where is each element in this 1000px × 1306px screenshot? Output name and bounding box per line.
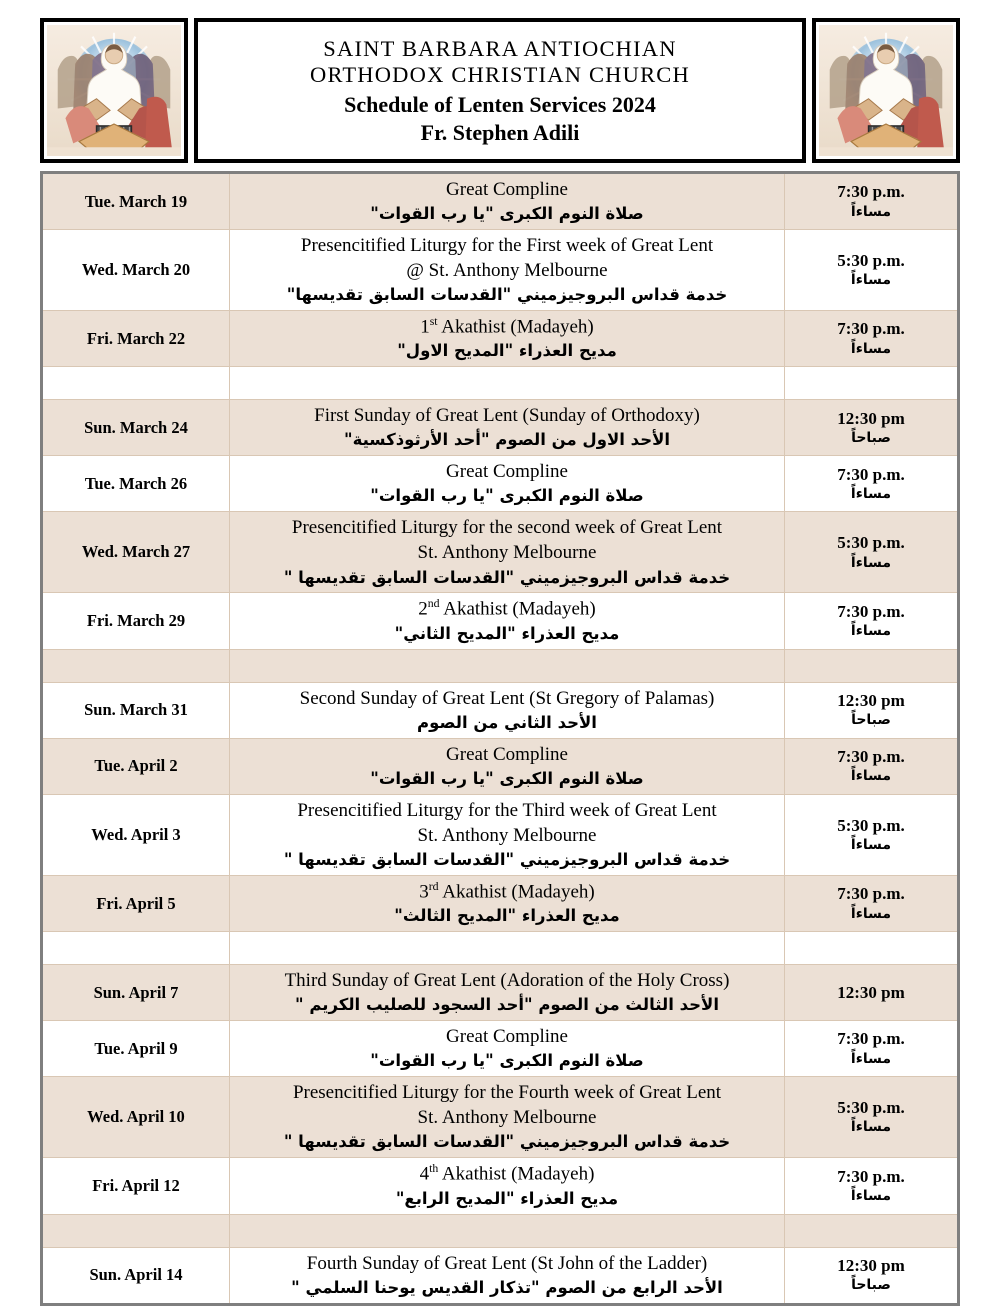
spacer-date-cell — [42, 1214, 230, 1247]
service-time-ar: مساءاً — [850, 905, 892, 922]
service-time-en: 12:30 pm — [837, 691, 905, 711]
service-title-en — [234, 1161, 780, 1186]
service-title-en: Presencitified Liturgy for the second week of Great Lent — [291, 517, 723, 539]
service-description — [230, 794, 785, 875]
document-header — [40, 18, 960, 163]
service-title-en: Presencitified Liturgy for the Fourth week of Great Lent — [292, 1082, 722, 1104]
service-time — [785, 311, 959, 367]
spacer-date-cell — [42, 932, 230, 965]
service-title-en: Great Compline — [446, 1026, 568, 1048]
service-title-en: St. Anthony Melbourne — [417, 1107, 597, 1129]
table-row — [42, 400, 959, 456]
table-row — [42, 1158, 959, 1214]
schedule-spacer-row — [42, 932, 959, 965]
schedule-spacer-row — [42, 367, 959, 400]
service-title-ar: الأحد الاول من الصوم "أحد الأرثوذكسية" — [343, 430, 671, 450]
spacer-date-cell — [42, 649, 230, 682]
table-row — [42, 965, 959, 1021]
service-title-en: St. Anthony Melbourne — [417, 542, 597, 564]
service-time — [785, 512, 959, 593]
service-time-en: 7:30 p.m. — [837, 182, 905, 202]
ordinal-suffix: st — [429, 315, 438, 329]
service-time-ar: صباحاً — [851, 1277, 891, 1294]
service-title-en: First Sunday of Great Lent (Sunday of Orthodoxy) — [314, 405, 700, 427]
service-date: Fri. April 5 — [42, 875, 230, 931]
service-title-en: Great Compline — [446, 461, 568, 483]
service-time — [785, 875, 959, 931]
service-time-en: 12:30 pm — [837, 408, 905, 428]
service-description — [230, 965, 785, 1021]
service-time-ar: مساءاً — [850, 554, 892, 571]
service-title-en: Great Compline — [446, 179, 568, 200]
service-title-ar: مديح العذراء "المديح الاول" — [397, 341, 617, 361]
service-description — [230, 1158, 785, 1214]
service-title-ar: خدمة قداس البروجيزميني "القدسات السابق تقديسها " — [283, 849, 731, 869]
service-date: Tue. March 26 — [42, 456, 230, 512]
service-title-ar: الأحد الثالث من الصوم "أحد السجود للصليب الكريم " — [295, 995, 719, 1015]
service-title-en — [234, 314, 780, 339]
service-time-en: 5:30 p.m. — [837, 250, 905, 270]
table-row — [42, 682, 959, 738]
schedule-spacer-row — [42, 1214, 959, 1247]
service-time — [785, 965, 959, 1021]
service-title-ar: خدمة قداس البروجيزميني "القدسات السابق تقديسها " — [283, 1132, 731, 1152]
spacer-time-cell — [785, 649, 959, 682]
service-date: Tue. March 19 — [42, 173, 230, 230]
service-date: Wed. March 27 — [42, 512, 230, 593]
service-time-en: 7:30 p.m. — [837, 464, 905, 484]
service-time-ar: صباحاً — [851, 430, 891, 446]
service-description — [230, 311, 785, 367]
service-description — [230, 875, 785, 931]
service-title-en — [234, 879, 780, 904]
service-title-ar: الأحد الثاني من الصوم — [417, 712, 597, 732]
service-time — [785, 1077, 959, 1158]
spacer-time-cell — [785, 932, 959, 965]
service-title-ar: مديح العذراء "المديح الرابع" — [395, 1188, 619, 1208]
ordinal-suffix: th — [429, 1162, 439, 1176]
service-time-ar: مساءاً — [850, 272, 892, 289]
service-description — [230, 682, 785, 738]
service-time-ar: مساءاً — [850, 836, 892, 853]
ordinal-number: 4 — [419, 1163, 430, 1185]
service-time-ar: مساءاً — [850, 623, 892, 640]
service-time-en: 7:30 p.m. — [837, 1029, 905, 1049]
service-time — [785, 682, 959, 738]
church-name-line2: ORTHODOX CHRISTIAN CHURCH — [310, 62, 690, 88]
service-title-en: Fourth Sunday of Great Lent (St John of the Ladder) — [306, 1252, 708, 1274]
service-date: Tue. April 2 — [42, 738, 230, 794]
spacer-time-cell — [785, 367, 959, 400]
service-title-ar: صلاة النوم الكبرى "يا رب القوات" — [370, 1051, 644, 1071]
service-time — [785, 1021, 959, 1077]
service-time — [785, 456, 959, 512]
service-date: Wed. March 20 — [42, 230, 230, 311]
table-row — [42, 512, 959, 593]
service-title-en-text: Akathist (Madayeh) — [438, 881, 595, 903]
service-description — [230, 400, 785, 456]
spacer-desc-cell — [230, 932, 785, 965]
table-row — [42, 173, 959, 230]
service-description — [230, 230, 785, 311]
service-time — [785, 738, 959, 794]
service-title-en: Third Sunday of Great Lent (Adoration of the Holy Cross) — [284, 970, 730, 992]
icon-box-left — [40, 18, 188, 163]
service-time-ar: صباحاً — [851, 712, 891, 729]
table-row — [42, 875, 959, 931]
service-time — [785, 230, 959, 311]
service-title-en: Presencitified Liturgy for the Third week of Great Lent — [297, 799, 717, 821]
service-date: Wed. April 10 — [42, 1077, 230, 1158]
service-title-en-text: Akathist (Madayeh) — [438, 1163, 595, 1185]
service-title-en: St. Anthony Melbourne — [417, 824, 597, 846]
schedule-spacer-row — [42, 649, 959, 682]
service-title-ar: صلاة النوم الكبرى "يا رب القوات" — [370, 204, 644, 224]
service-time-en: 5:30 p.m. — [837, 1097, 905, 1117]
spacer-desc-cell — [230, 649, 785, 682]
service-date: Sun. April 7 — [42, 965, 230, 1021]
service-title-en-text: Akathist (Madayeh) — [439, 598, 596, 620]
service-time-ar: مساءاً — [850, 1050, 892, 1067]
service-description — [230, 512, 785, 593]
service-date: Sun. March 31 — [42, 682, 230, 738]
service-title-en — [234, 596, 780, 621]
service-title-ar: صلاة النوم الكبرى "يا رب القوات" — [370, 486, 644, 506]
service-description — [230, 456, 785, 512]
service-title-en: Great Compline — [446, 743, 568, 765]
service-time-en: 7:30 p.m. — [837, 747, 905, 767]
service-date: Fri. April 12 — [42, 1158, 230, 1214]
spacer-date-cell — [42, 367, 230, 400]
table-row — [42, 794, 959, 875]
ordinal-number: 1 — [420, 316, 430, 338]
service-title-ar: خدمة قداس البروجيزميني "القدسات السابق تقديسها " — [283, 567, 731, 587]
service-date: Wed. April 3 — [42, 794, 230, 875]
table-row — [42, 311, 959, 367]
service-time-en: 5:30 p.m. — [837, 815, 905, 835]
service-date: Fri. March 29 — [42, 593, 230, 649]
service-time — [785, 1158, 959, 1214]
service-description — [230, 173, 785, 230]
service-date: Fri. March 22 — [42, 311, 230, 367]
service-time — [785, 794, 959, 875]
ordinal-suffix: nd — [427, 597, 440, 611]
service-time-en: 7:30 p.m. — [837, 884, 905, 904]
service-time — [785, 1247, 959, 1304]
resurrection-icon — [819, 25, 953, 156]
service-time-ar: مساءاً — [850, 1188, 892, 1205]
church-name-line1: SAINT BARBARA ANTIOCHIAN — [323, 35, 677, 61]
table-row — [42, 738, 959, 794]
service-title-ar: خدمة قداس البروجيزميني "القدسات السابق تقديسها" — [286, 285, 728, 305]
resurrection-icon — [47, 25, 181, 156]
table-row — [42, 230, 959, 311]
title-box — [194, 18, 806, 163]
service-title-en: @ St. Anthony Melbourne — [406, 260, 608, 282]
schedule-table-body — [42, 173, 959, 1305]
spacer-desc-cell — [230, 367, 785, 400]
schedule-table — [40, 171, 960, 1306]
ordinal-number: 3 — [419, 881, 429, 903]
table-row — [42, 593, 959, 649]
service-title-ar: مديح العذراء "المديح الثاني" — [394, 623, 620, 643]
table-row — [42, 1021, 959, 1077]
ordinal-number: 2 — [418, 598, 428, 620]
service-time-en: 12:30 pm — [837, 982, 905, 1002]
service-title-en-text: Akathist (Madayeh) — [437, 316, 594, 338]
service-title-en: Presencitified Liturgy for the First week of Great Lent — [300, 235, 714, 256]
service-time-en: 7:30 p.m. — [837, 601, 905, 621]
service-title-ar: مديح العذراء "المديح الثالث" — [394, 906, 620, 926]
service-time-ar: مساءاً — [850, 203, 892, 220]
service-date: Sun. March 24 — [42, 400, 230, 456]
service-time-ar: مساءاً — [850, 340, 892, 357]
service-time — [785, 173, 959, 230]
table-row — [42, 1077, 959, 1158]
priest-name: Fr. Stephen Adili — [420, 119, 580, 145]
service-description — [230, 1077, 785, 1158]
table-row — [42, 456, 959, 512]
ordinal-suffix: rd — [428, 879, 439, 893]
spacer-time-cell — [785, 1214, 959, 1247]
service-date: Tue. April 9 — [42, 1021, 230, 1077]
service-title-ar: الأحد الرابع من الصوم "تذكار القديس يوحنا السلمي " — [291, 1277, 723, 1297]
spacer-desc-cell — [230, 1214, 785, 1247]
service-title-en: Second Sunday of Great Lent (St Gregory of Palamas) — [299, 687, 715, 709]
service-title-ar: صلاة النوم الكبرى "يا رب القوات" — [370, 768, 644, 788]
service-time-ar: مساءاً — [850, 768, 892, 785]
service-description — [230, 738, 785, 794]
schedule-subtitle: Schedule of Lenten Services 2024 — [344, 91, 656, 117]
service-description — [230, 593, 785, 649]
service-description — [230, 1247, 785, 1304]
service-time-en: 5:30 p.m. — [837, 533, 905, 553]
table-row — [42, 1247, 959, 1304]
service-time — [785, 593, 959, 649]
service-time-ar: مساءاً — [850, 1119, 892, 1136]
service-description — [230, 1021, 785, 1077]
service-time-en: 7:30 p.m. — [837, 1166, 905, 1186]
icon-box-right — [812, 18, 960, 163]
service-date: Sun. April 14 — [42, 1247, 230, 1304]
service-time-en: 12:30 pm — [837, 1255, 905, 1275]
service-time-en: 7:30 p.m. — [837, 319, 905, 339]
service-time — [785, 400, 959, 456]
service-time-ar: مساءاً — [850, 486, 892, 502]
